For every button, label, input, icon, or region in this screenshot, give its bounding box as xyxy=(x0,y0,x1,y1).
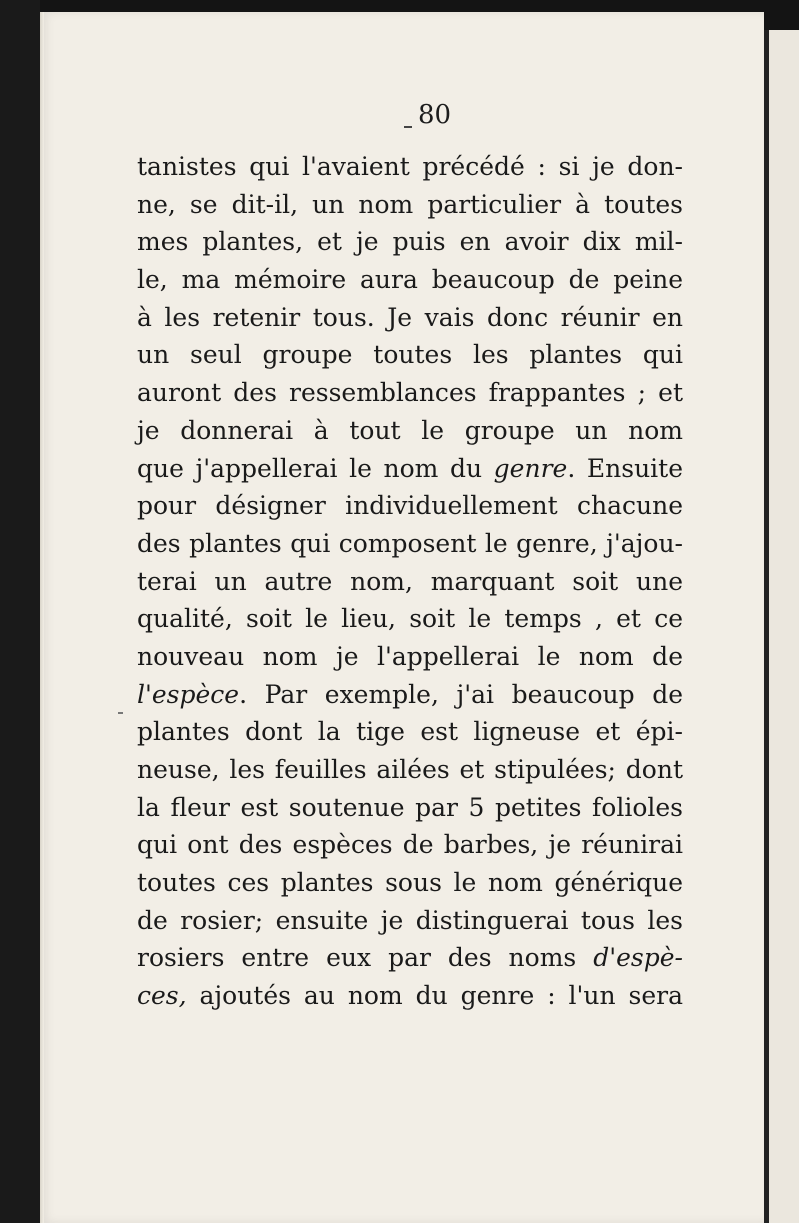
italic-term: genre xyxy=(493,453,568,483)
text-line xyxy=(137,977,683,1015)
text-line xyxy=(137,374,683,412)
text-segment: de rosier; ensuite je distinguerai tous les xyxy=(137,905,683,935)
text-line xyxy=(137,487,683,525)
text-segment: qui ont des espèces de barbes, je réunirai xyxy=(137,830,683,860)
text-segment: terai un autre nom, marquant soit une xyxy=(137,566,683,596)
text-segment: nouveau nom je l'appellerai le nom de xyxy=(137,641,683,671)
text-line xyxy=(137,826,683,864)
text-line xyxy=(137,261,683,299)
text-line xyxy=(137,638,683,676)
text-line xyxy=(137,751,683,789)
text-segment: le, ma mémoire aura beaucoup de peine xyxy=(137,265,683,295)
text-line xyxy=(137,864,683,902)
page-body-text xyxy=(137,148,683,1015)
text-line xyxy=(137,223,683,261)
text-line xyxy=(137,789,683,827)
text-segment: je donnerai à tout le groupe un nom xyxy=(137,415,683,445)
text-segment: ajoutés au nom du genre : l'un sera xyxy=(186,981,683,1011)
text-segment: mes plantes, et je puis en avoir dix mil- xyxy=(137,227,683,257)
text-segment: la fleur est soutenue par 5 petites folioles xyxy=(137,792,683,822)
text-line xyxy=(137,336,683,374)
text-segment: plantes dont la tige est ligneuse et épi- xyxy=(137,717,683,747)
text-line xyxy=(137,450,683,488)
text-segment: que j'appellerai le nom du xyxy=(137,453,494,483)
text-segment: . Ensuite xyxy=(567,453,684,483)
text-line xyxy=(137,412,683,450)
italic-term: d'espè- xyxy=(593,943,683,973)
page-number-mark xyxy=(404,126,412,128)
text-segment: des plantes qui composent le genre, j'ajou- xyxy=(137,528,683,558)
text-segment: rosiers entre eux par des noms xyxy=(137,943,594,973)
text-segment: ne, se dit-il, un nom particulier à toutes xyxy=(137,189,683,219)
scan-background xyxy=(0,0,40,1223)
text-line xyxy=(137,902,683,940)
italic-term: ces, xyxy=(137,981,187,1011)
facing-page-edge xyxy=(764,30,799,1223)
text-line xyxy=(137,676,683,714)
text-line xyxy=(137,563,683,601)
text-segment: toutes ces plantes sous le nom générique xyxy=(137,868,683,898)
text-segment: qualité, soit le lieu, soit le temps , et ce xyxy=(137,604,683,634)
text-segment: . Par exemple, j'ai beaucoup de xyxy=(239,679,683,709)
text-segment: auront des ressemblances frappantes ; et xyxy=(137,378,683,408)
text-segment: neuse, les feuilles ailées et stipulées; dont xyxy=(137,755,683,784)
margin-mark xyxy=(118,712,123,714)
text-line xyxy=(137,713,683,751)
italic-term: l'espèce xyxy=(137,679,240,709)
text-segment: à les retenir tous. Je vais donc réunir en xyxy=(137,302,683,332)
text-segment: un seul groupe toutes les plantes qui xyxy=(137,340,683,370)
text-line xyxy=(137,148,683,186)
text-segment: pour désigner individuellement chacune xyxy=(137,491,683,521)
text-line xyxy=(137,939,683,977)
text-line xyxy=(137,525,683,563)
text-line xyxy=(137,299,683,337)
text-line xyxy=(137,600,683,638)
page-number: 80 xyxy=(418,100,452,130)
text-segment: tanistes qui l'avaient précédé : si je don- xyxy=(137,152,683,181)
text-line xyxy=(137,186,683,224)
